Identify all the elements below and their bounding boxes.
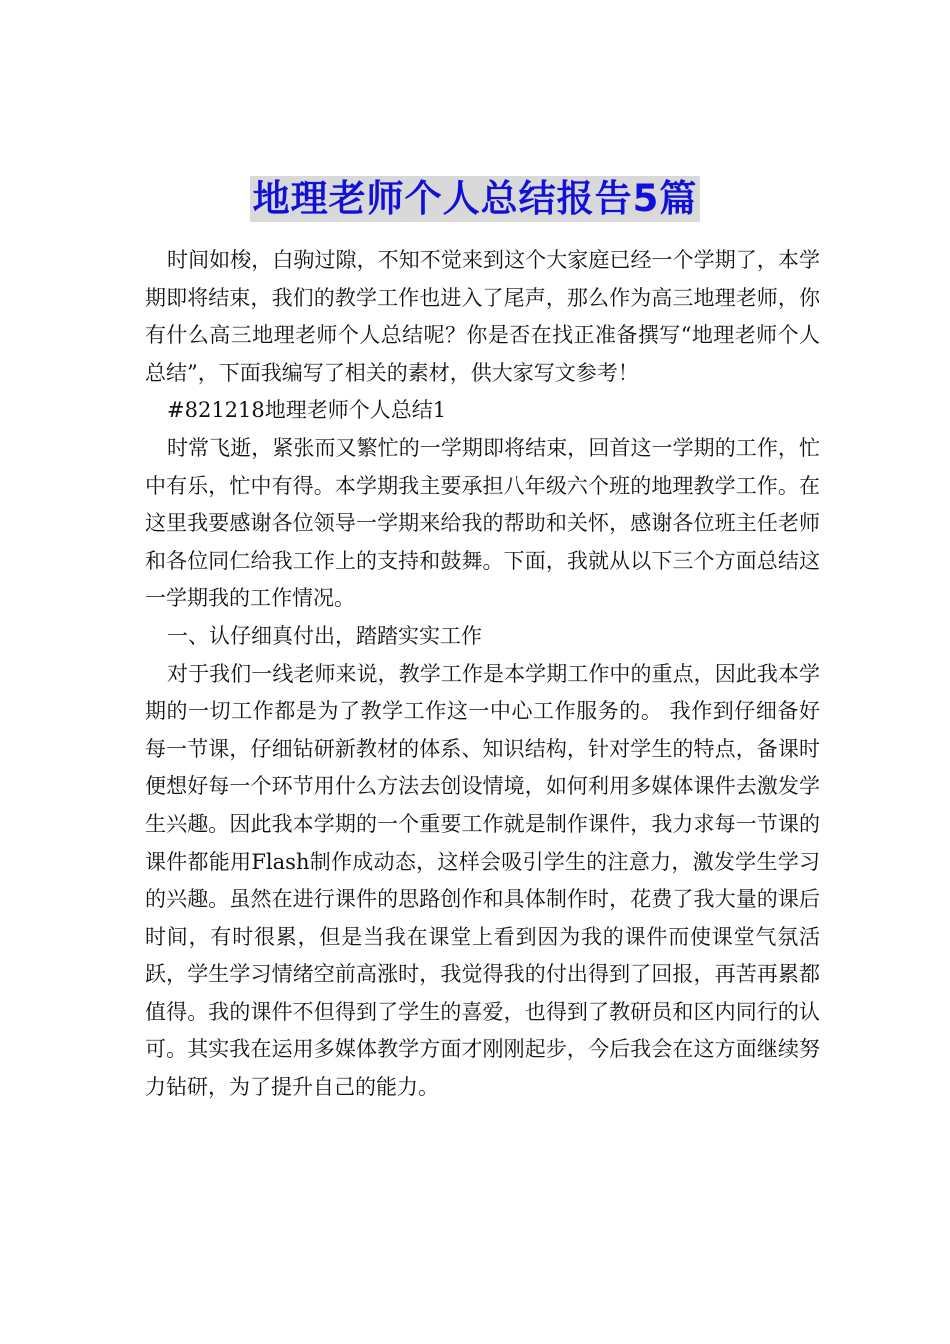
document-title: 地理老师个人总结报告5篇 [250, 176, 701, 222]
subsection-heading: 一、认仔细真付出，踏踏实实工作 [167, 623, 482, 648]
document-body [145, 242, 820, 1107]
section-heading: #821218地理老师个人总结1 [167, 398, 447, 423]
body-paragraph: 对于我们一线老师来说，教学工作是本学期工作中的重点，因此我本学期的一切工作都是为了教学工作这一中心工作服务的。 我作到仔细备好每一节课，仔细钻研新教材的体系、知识结构，针对学生的特点，备课时便想好每一个环节用什么方法去创设情境，如何利用多媒体课件去激发学生兴趣。因此我本学期的一个重要工作就是制作课件，我力求每一节课的课件都能用Flash制作成动态，这样会吸引学生的注意力，激发学生学习的兴趣。虽然在进行课件的思路创作和具体制作时，花费了我大量的课后时间，有时很累，但是当我在课堂上看到因为我的课件而使课堂气氛活跃，学生学习情绪空前高涨时，我觉得我的付出得到了回报，再苦再累都值得。我的课件不但得到了学生的喜爱，也得到了教研员和区内同行的认可。其实我在运用多媒体教学方面才刚刚起步，今后我会在这方面继续努力钻研，为了提升自己的能力。 [145, 661, 820, 1100]
intro-paragraph: 时间如梭，白驹过隙，不知不觉来到这个大家庭已经一个学期了，本学期即将结束，我们的教学工作也进入了尾声，那么作为高三地理老师，你有什么高三地理老师个人总结呢？你是否在找正准备撰写“地理老师个人总结”，下面我编写了相关的素材，供大家写文参考！ [145, 248, 820, 385]
body-paragraph: 时常飞逝，紧张而又繁忙的一学期即将结束，回首这一学期的工作，忙中有乐，忙中有得。本学期我主要承担八年级六个班的地理教学工作。在这里我要感谢各位领导一学期来给我的帮助和关怀，感谢各位班主任老师和各位同仁给我工作上的支持和鼓舞。下面，我就从以下三个方面总结这一学期我的工作情况。 [145, 435, 820, 611]
title-container [0, 176, 950, 222]
